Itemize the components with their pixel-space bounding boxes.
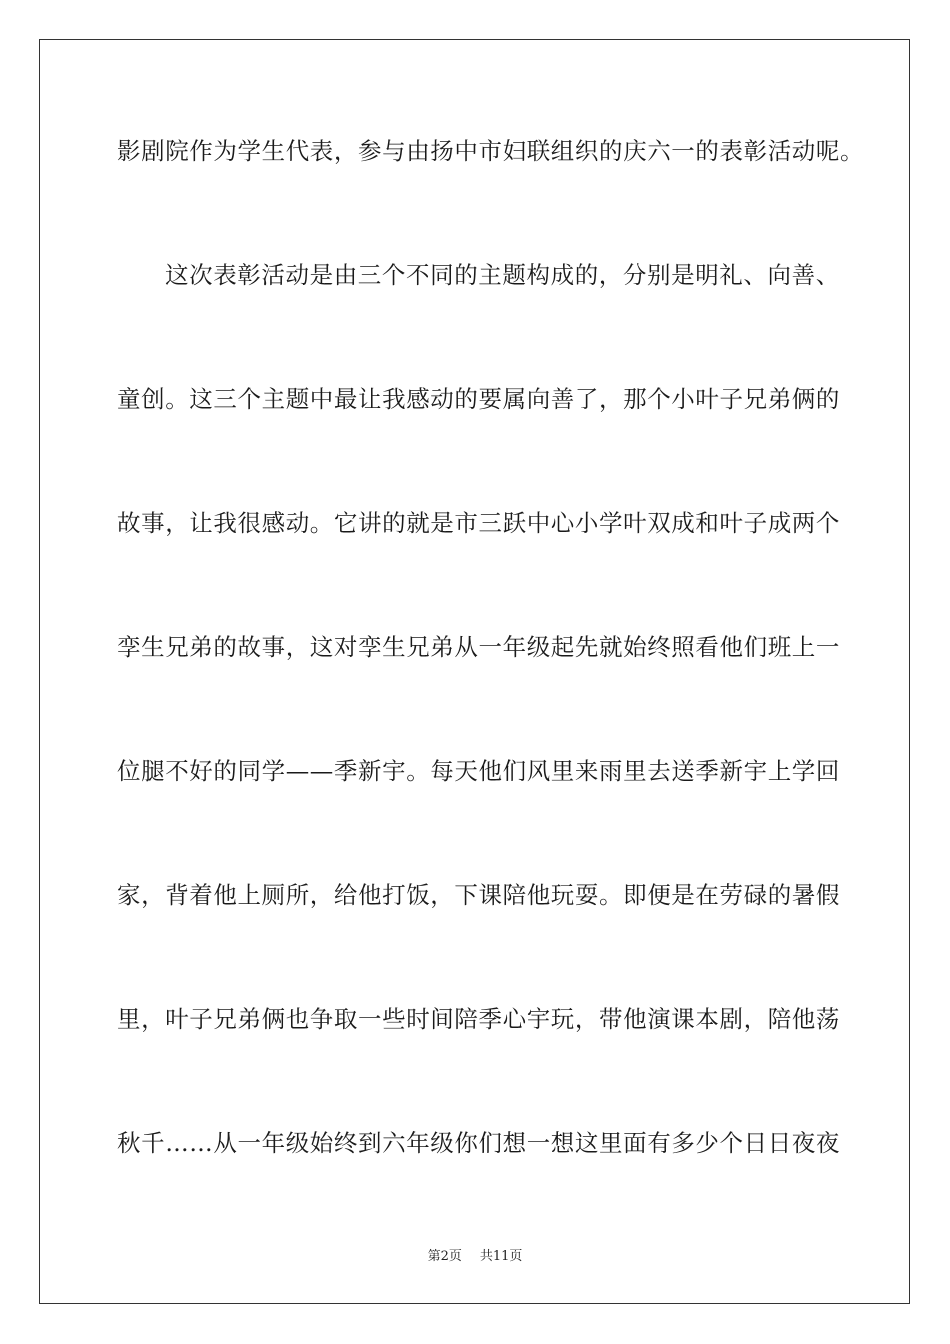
paragraph-line: 秋千……从一年级始终到六年级你们想一想这里面有多少个日日夜夜 (117, 1129, 840, 1157)
paragraph-line: 童创。这三个主题中最让我感动的要属向善了，那个小叶子兄弟俩的 (117, 385, 840, 413)
paragraph-line: 家，背着他上厕所，给他打饭，下课陪他玩耍。即便是在劳碌的暑假 (117, 881, 840, 909)
paragraph-line: 里，叶子兄弟俩也争取一些时间陪季心宇玩，带他演课本剧，陪他荡 (117, 1005, 840, 1033)
page-number: 第2页 (427, 1249, 462, 1264)
paragraph-line: 故事，让我很感动。它讲的就是市三跃中心小学叶双成和叶子成两个 (117, 509, 840, 537)
paragraph-line: 孪生兄弟的故事，这对孪生兄弟从一年级起先就始终照看他们班上一 (117, 633, 840, 661)
paragraph-line: 位腿不好的同学——季新宇。每天他们风里来雨里去送季新宇上学回 (117, 757, 840, 785)
paragraph-line: 影剧院作为学生代表，参与由扬中市妇联组织的庆六一的表彰活动呢。 (117, 137, 865, 165)
page-footer (0, 1248, 950, 1266)
paragraph-line: 这次表彰活动是由三个不同的主题构成的，分别是明礼、向善、 (165, 261, 840, 289)
page-total: 共11页 (479, 1249, 523, 1264)
page-frame (39, 39, 910, 1304)
